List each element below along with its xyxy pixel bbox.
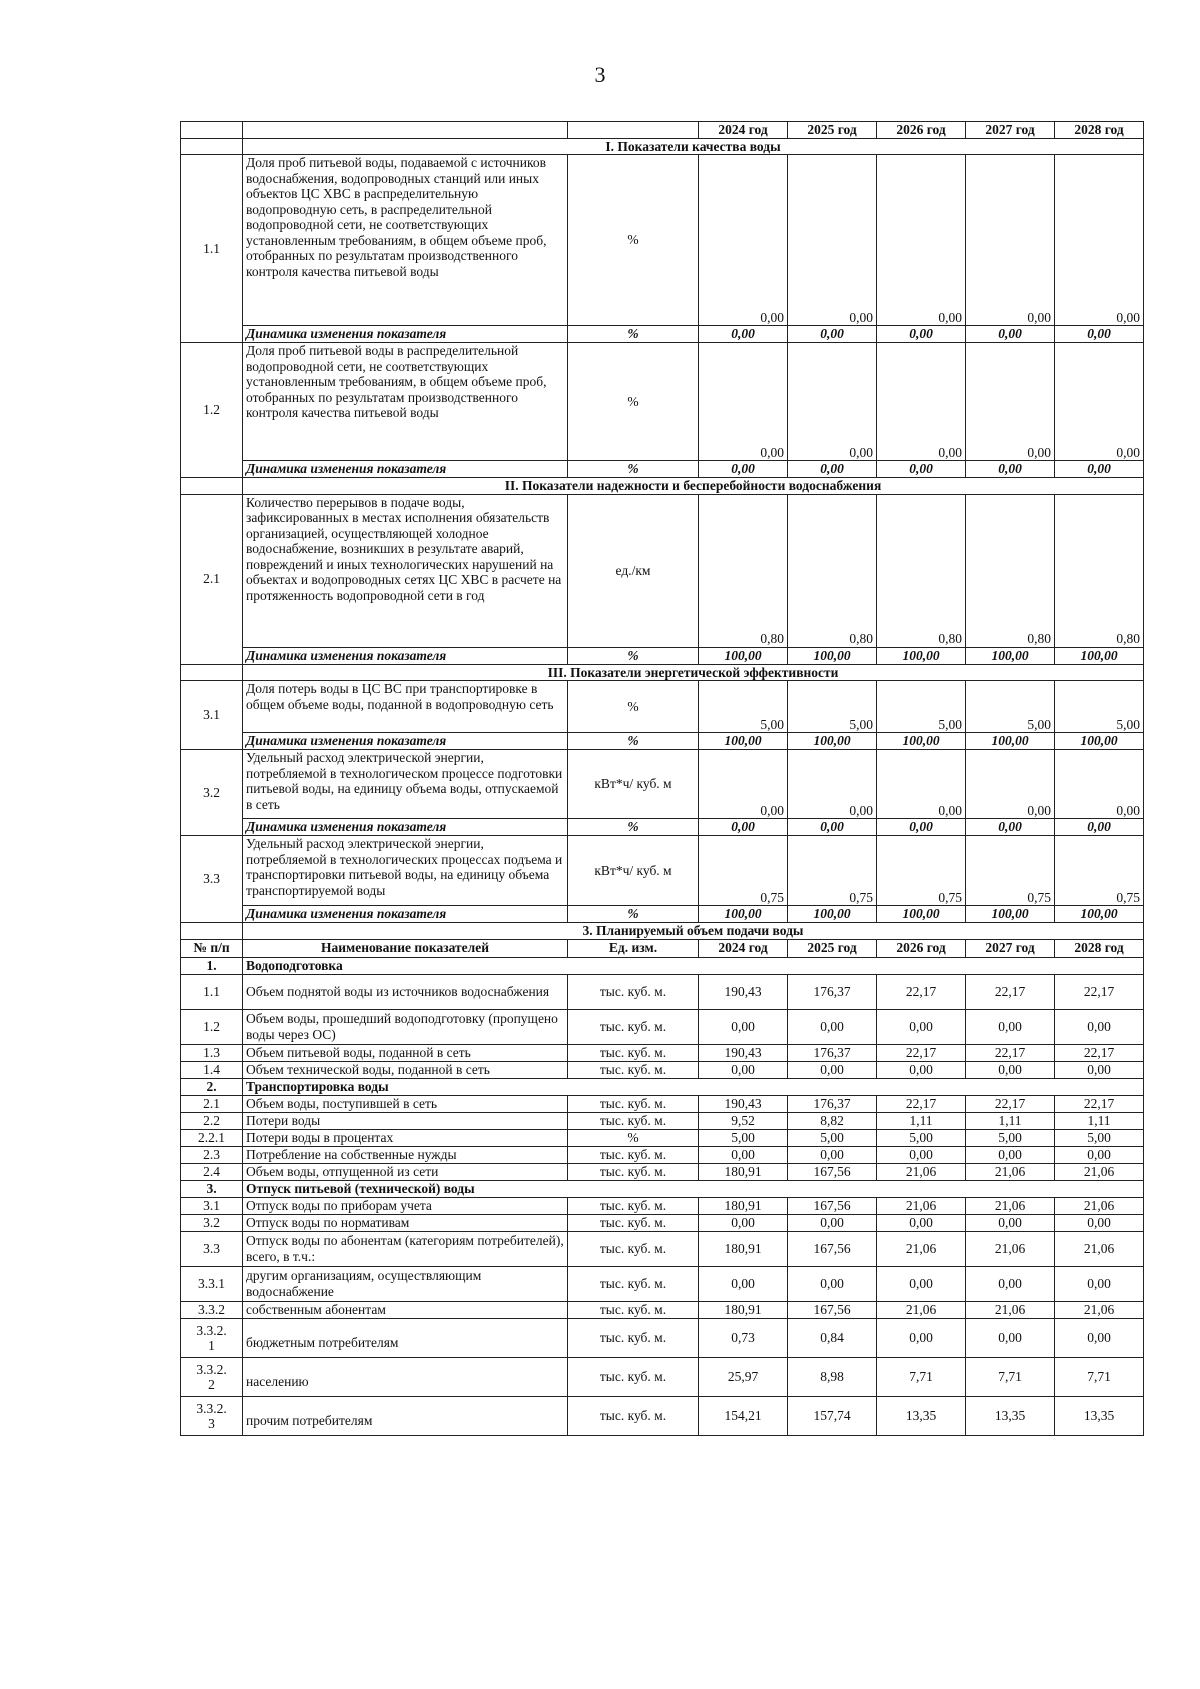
supply-row-number: 1.1 [181,974,243,1009]
supply-row-value: 180,91 [699,1163,788,1180]
dynamics-value: 100,00 [699,906,788,923]
indicator-value: 0,00 [877,155,966,326]
indicator-value: 0,80 [788,494,877,647]
supply-row-unit: тыс. куб. м. [568,1396,699,1435]
indicator-value: 0,00 [966,750,1055,819]
dynamics-unit: % [568,647,699,664]
supply-row-value: 0,00 [877,1318,966,1357]
supply-row-number: 1.4 [181,1061,243,1078]
supply-row-value: 167,56 [788,1197,877,1214]
supply-row-value: 22,17 [877,1044,966,1061]
supply-row [181,1301,1144,1318]
supply-row-value: 180,91 [699,1197,788,1214]
indicator-value: 5,00 [966,681,1055,733]
supply-row-number: 2.3 [181,1146,243,1163]
indicator-unit: кВт*ч/ куб. м [568,836,699,906]
group-number: 1. [181,957,243,974]
group-title: Отпуск питьевой (технической) воды [243,1180,1144,1197]
col-header-year: 2024 год [699,939,788,957]
indicator-number: 2.1 [181,494,243,664]
supply-row-value: 0,00 [966,1318,1055,1357]
dynamics-label: Динамика изменения показателя [243,906,568,923]
section-energy [181,664,1144,681]
supply-row-value: 13,35 [877,1396,966,1435]
supply-row-value: 7,71 [877,1357,966,1396]
supply-row [181,1396,1144,1435]
section-blank [181,478,243,495]
page-number: 3 [594,62,606,87]
supply-row-unit: тыс. куб. м. [568,1146,699,1163]
dynamics-row [181,647,1144,664]
supply-row-value: 157,74 [788,1396,877,1435]
dynamics-row [181,461,1144,478]
supply-row-value: 21,06 [1055,1163,1144,1180]
section-title: II. Показатели надежности и бесперебойности водоснабжения [243,478,1144,495]
dynamics-value: 0,00 [788,326,877,343]
supply-row-name: Объем поднятой воды из источников водоснабжения [243,974,568,1009]
dynamics-unit: % [568,819,699,836]
indicator-number: 1.2 [181,343,243,478]
supply-row-value: 22,17 [966,974,1055,1009]
dynamics-label: Динамика изменения показателя [243,819,568,836]
supply-row-number: 3.3 [181,1231,243,1266]
dynamics-row [181,819,1144,836]
section-quality [181,138,1144,155]
supply-row-value: 21,06 [877,1197,966,1214]
supply-row-value: 21,06 [1055,1197,1144,1214]
supply-row-name: Отпуск воды по нормативам [243,1214,568,1231]
supply-row-value: 13,35 [1055,1396,1144,1435]
supply-row-value: 0,00 [966,1266,1055,1301]
supply-row-value: 167,56 [788,1231,877,1266]
supply-row-unit: тыс. куб. м. [568,1095,699,1112]
supply-row-unit: тыс. куб. м. [568,1044,699,1061]
indicator-value: 0,00 [1055,750,1144,819]
supply-row-number: 2.1 [181,1095,243,1112]
dynamics-unit: % [568,906,699,923]
indicator-name: Доля потерь воды в ЦС ВС при транспортировке в общем объеме воды, поданной в водопроводную сеть [243,681,568,733]
supply-row-value: 0,00 [1055,1266,1144,1301]
supply-row-name: бюджетным потребителям [243,1318,568,1357]
supply-row-name: Объем воды, поступившей в сеть [243,1095,568,1112]
supply-row-value: 0,00 [877,1009,966,1044]
supply-row-unit: тыс. куб. м. [568,1197,699,1214]
supply-row-value: 0,00 [966,1214,1055,1231]
supply-row [181,1318,1144,1357]
dynamics-unit: % [568,733,699,750]
indicators-table [180,121,1144,1436]
supply-row-value: 0,00 [966,1146,1055,1163]
indicator-row [181,494,1144,647]
supply-row-value: 7,71 [1055,1357,1144,1396]
dynamics-value: 100,00 [788,906,877,923]
supply-row-value: 190,43 [699,1044,788,1061]
dynamics-value: 0,00 [699,819,788,836]
indicator-unit: кВт*ч/ куб. м [568,750,699,819]
dynamics-value: 100,00 [966,647,1055,664]
supply-row [181,1044,1144,1061]
dynamics-value: 0,00 [699,461,788,478]
supply-row-unit: тыс. куб. м. [568,974,699,1009]
section-blank [181,138,243,155]
header-blank-num [181,122,243,139]
supply-row-name: Потери воды [243,1112,568,1129]
supply-row-value: 21,06 [966,1163,1055,1180]
supply-row-value: 5,00 [699,1129,788,1146]
dynamics-value: 100,00 [966,733,1055,750]
supply-row-value: 176,37 [788,1095,877,1112]
dynamics-value: 0,00 [966,819,1055,836]
indicator-value: 0,00 [788,343,877,461]
supply-row-value: 0,00 [788,1009,877,1044]
supply-header-row [181,939,1144,957]
supply-row-value: 21,06 [877,1301,966,1318]
group-title: Транспортировка воды [243,1078,1144,1095]
supply-row-number: 3.3.2. 2 [181,1357,243,1396]
indicator-value: 0,75 [1055,836,1144,906]
indicator-row [181,343,1144,461]
col-header-year: 2026 год [877,939,966,957]
supply-row-value: 180,91 [699,1231,788,1266]
supply-row-unit: тыс. куб. м. [568,1357,699,1396]
indicator-value: 0,00 [1055,155,1144,326]
year-header-cell: 2027 год [966,122,1055,139]
indicator-number: 1.1 [181,155,243,343]
supply-row-value: 0,00 [877,1214,966,1231]
dynamics-row [181,906,1144,923]
supply-row-value: 22,17 [1055,1095,1144,1112]
supply-row-name: Объем воды, прошедший водоподготовку (пропущено воды через ОС) [243,1009,568,1044]
supply-row [181,1061,1144,1078]
section-supply [181,923,1144,940]
indicator-value: 0,00 [788,155,877,326]
indicator-row [181,681,1144,733]
supply-row-number: 2.4 [181,1163,243,1180]
col-header-unit: Ед. изм. [568,939,699,957]
supply-row-number: 2.2.1 [181,1129,243,1146]
dynamics-value: 100,00 [877,647,966,664]
group-row [181,1078,1144,1095]
indicator-value: 0,00 [699,155,788,326]
indicator-value: 5,00 [1055,681,1144,733]
supply-row-value: 21,06 [877,1231,966,1266]
supply-row-value: 7,71 [966,1357,1055,1396]
supply-row [181,1231,1144,1266]
dynamics-row [181,326,1144,343]
indicator-name: Доля проб питьевой воды в распределительной водопроводной сети, не соответствующих установленным требованиям, в общем объеме проб, отобранных по результатам производственного контроля качества питьевой воды [243,343,568,461]
dynamics-value: 0,00 [1055,461,1144,478]
header-blank-name [243,122,568,139]
supply-row-value: 0,00 [1055,1009,1144,1044]
supply-row-value: 0,00 [699,1061,788,1078]
indicator-value: 5,00 [877,681,966,733]
supply-row-name: Объем воды, отпущенной из сети [243,1163,568,1180]
supply-row-value: 21,06 [1055,1301,1144,1318]
indicator-value: 0,00 [966,343,1055,461]
dynamics-value: 0,00 [1055,819,1144,836]
supply-row-name: собственным абонентам [243,1301,568,1318]
supply-row-value: 176,37 [788,1044,877,1061]
supply-row-value: 22,17 [966,1044,1055,1061]
supply-row-value: 0,00 [699,1009,788,1044]
supply-row-value: 21,06 [877,1163,966,1180]
supply-row-name: прочим потребителям [243,1396,568,1435]
supply-row-name: Потребление на собственные нужды [243,1146,568,1163]
supply-row-value: 0,00 [788,1214,877,1231]
supply-row-value: 21,06 [966,1301,1055,1318]
indicator-value: 5,00 [788,681,877,733]
supply-row-value: 21,06 [1055,1231,1144,1266]
supply-row-value: 22,17 [1055,974,1144,1009]
col-header-year: 2027 год [966,939,1055,957]
dynamics-value: 100,00 [877,906,966,923]
supply-row-value: 0,00 [877,1061,966,1078]
supply-row-value: 0,00 [788,1146,877,1163]
dynamics-value: 100,00 [699,733,788,750]
supply-row-value: 154,21 [699,1396,788,1435]
indicator-row [181,155,1144,326]
supply-row-unit: тыс. куб. м. [568,1163,699,1180]
year-header-row [181,122,1144,139]
indicator-unit: % [568,155,699,326]
supply-row-unit: тыс. куб. м. [568,1318,699,1357]
indicator-value: 0,00 [699,750,788,819]
supply-row-value: 21,06 [966,1231,1055,1266]
supply-row-value: 0,00 [877,1146,966,1163]
supply-row-value: 0,00 [699,1146,788,1163]
indicator-value: 0,00 [877,750,966,819]
indicator-number: 3.1 [181,681,243,750]
indicator-value: 0,80 [966,494,1055,647]
year-header-cell: 2026 год [877,122,966,139]
supply-row-value: 0,00 [1055,1061,1144,1078]
indicator-name: Удельный расход электрической энергии, потребляемой в технологическом процессе подготовки питьевой воды, на единицу объема воды, отпускаемой в сеть [243,750,568,819]
supply-row-name: Отпуск воды по приборам учета [243,1197,568,1214]
dynamics-value: 100,00 [877,733,966,750]
supply-row-value: 167,56 [788,1301,877,1318]
dynamics-label: Динамика изменения показателя [243,733,568,750]
group-row [181,1180,1144,1197]
supply-row [181,974,1144,1009]
supply-row-value: 190,43 [699,974,788,1009]
indicator-value: 0,00 [966,155,1055,326]
dynamics-value: 0,00 [877,819,966,836]
supply-row-name: Потери воды в процентах [243,1129,568,1146]
dynamics-value: 0,00 [788,819,877,836]
dynamics-value: 0,00 [699,326,788,343]
supply-row [181,1163,1144,1180]
supply-row-value: 0,00 [788,1266,877,1301]
section-blank [181,664,243,681]
dynamics-value: 0,00 [966,461,1055,478]
indicator-value: 0,80 [699,494,788,647]
supply-row-value: 0,00 [1055,1214,1144,1231]
supply-row-value: 1,11 [877,1112,966,1129]
supply-row-value: 22,17 [1055,1044,1144,1061]
dynamics-row [181,733,1144,750]
year-header-cell: 2028 год [1055,122,1144,139]
indicator-row [181,836,1144,906]
dynamics-value: 100,00 [699,647,788,664]
supply-row [181,1266,1144,1301]
indicator-number: 3.2 [181,750,243,836]
supply-row-value: 1,11 [1055,1112,1144,1129]
supply-row-value: 0,84 [788,1318,877,1357]
supply-row [181,1357,1144,1396]
supply-row-value: 9,52 [699,1112,788,1129]
indicator-number: 3.3 [181,836,243,923]
dynamics-value: 0,00 [877,461,966,478]
group-title: Водоподготовка [243,957,1144,974]
supply-row-value: 180,91 [699,1301,788,1318]
supply-row-value: 0,73 [699,1318,788,1357]
supply-row-value: 5,00 [1055,1129,1144,1146]
dynamics-value: 0,00 [788,461,877,478]
supply-row-value: 0,00 [699,1214,788,1231]
indicator-row [181,750,1144,819]
supply-row-value: 1,11 [966,1112,1055,1129]
supply-row [181,1146,1144,1163]
supply-row-value: 176,37 [788,974,877,1009]
dynamics-label: Динамика изменения показателя [243,647,568,664]
supply-row-number: 3.1 [181,1197,243,1214]
col-header-name: Наименование показателей [243,939,568,957]
indicator-value: 0,75 [966,836,1055,906]
supply-row-unit: % [568,1129,699,1146]
dynamics-value: 100,00 [788,647,877,664]
indicator-unit: % [568,681,699,733]
indicator-name: Доля проб питьевой воды, подаваемой с источников водоснабжения, водопроводных станций или иных объектов ЦС ХВС в распределительную водопроводную сеть, в распределительной водопроводной сети, не соответствующих установленным требованиям, в общем объеме проб, отобранных по результатам производственного контроля качества питьевой воды [243,155,568,326]
supply-row-number: 3.3.1 [181,1266,243,1301]
supply-row-value: 0,00 [966,1009,1055,1044]
dynamics-value: 100,00 [788,733,877,750]
supply-row-value: 0,00 [877,1266,966,1301]
supply-row-value: 5,00 [966,1129,1055,1146]
dynamics-value: 100,00 [1055,733,1144,750]
dynamics-value: 100,00 [1055,906,1144,923]
supply-row-value: 5,00 [788,1129,877,1146]
group-number: 2. [181,1078,243,1095]
indicator-value: 0,75 [699,836,788,906]
supply-row [181,1214,1144,1231]
supply-row-value: 0,00 [1055,1146,1144,1163]
supply-row-unit: тыс. куб. м. [568,1301,699,1318]
indicator-unit: % [568,343,699,461]
dynamics-unit: % [568,461,699,478]
group-number: 3. [181,1180,243,1197]
supply-row-number: 1.2 [181,1009,243,1044]
supply-row-value: 22,17 [877,974,966,1009]
supply-row-name: населению [243,1357,568,1396]
indicator-value: 5,00 [699,681,788,733]
supply-row [181,1009,1144,1044]
supply-row-value: 22,17 [877,1095,966,1112]
supply-row-name: Объем технической воды, поданной в сеть [243,1061,568,1078]
header-blank-unit [568,122,699,139]
supply-row-number: 3.2 [181,1214,243,1231]
dynamics-label: Динамика изменения показателя [243,461,568,478]
dynamics-value: 100,00 [1055,647,1144,664]
supply-row-value: 0,00 [788,1061,877,1078]
dynamics-unit: % [568,326,699,343]
supply-row-value: 22,17 [966,1095,1055,1112]
section-reliability [181,478,1144,495]
section-title: I. Показатели качества воды [243,138,1144,155]
supply-row [181,1129,1144,1146]
dynamics-value: 0,00 [966,326,1055,343]
supply-row-unit: тыс. куб. м. [568,1061,699,1078]
year-header-cell: 2024 год [699,122,788,139]
indicator-unit: ед./км [568,494,699,647]
supply-row [181,1095,1144,1112]
indicator-value: 0,00 [788,750,877,819]
supply-row-value: 167,56 [788,1163,877,1180]
year-header-cell: 2025 год [788,122,877,139]
supply-row-value: 25,97 [699,1357,788,1396]
supply-row-unit: тыс. куб. м. [568,1009,699,1044]
supply-row-value: 0,00 [1055,1318,1144,1357]
section-title: 3. Планируемый объем подачи воды [243,923,1144,940]
indicator-value: 0,00 [877,343,966,461]
section-blank [181,923,243,940]
indicator-value: 0,00 [699,343,788,461]
supply-row-unit: тыс. куб. м. [568,1112,699,1129]
dynamics-label: Динамика изменения показателя [243,326,568,343]
supply-row-number: 1.3 [181,1044,243,1061]
supply-row-value: 0,00 [966,1061,1055,1078]
col-header-year: 2025 год [788,939,877,957]
supply-row-name: другим организациям, осуществляющим водоснабжение [243,1266,568,1301]
supply-row-unit: тыс. куб. м. [568,1214,699,1231]
indicator-name: Удельный расход электрической энергии, потребляемой в технологических процессах подъема и транспортировки питьевой воды, на единицу объема транспортируемой воды [243,836,568,906]
supply-row-value: 8,82 [788,1112,877,1129]
supply-row-number: 2.2 [181,1112,243,1129]
supply-row-name: Отпуск воды по абонентам (категориям потребителей), всего, в т.ч.: [243,1231,568,1266]
group-row [181,957,1144,974]
supply-row-unit: тыс. куб. м. [568,1266,699,1301]
indicator-name: Количество перерывов в подаче воды, зафиксированных в местах исполнения обязательств организацией, осуществляющей холодное водоснабжение, возникших в результате аварий, повреждений и иных технологических нарушений на объектах и водопроводных сетях ЦС ХВС в расчете на протяженность водопроводной сети в год [243,494,568,647]
indicator-value: 0,80 [1055,494,1144,647]
indicator-value: 0,75 [788,836,877,906]
supply-row-value: 8,98 [788,1357,877,1396]
supply-row-value: 190,43 [699,1095,788,1112]
supply-row-value: 21,06 [966,1197,1055,1214]
supply-row [181,1197,1144,1214]
indicator-value: 0,75 [877,836,966,906]
supply-row-value: 13,35 [966,1396,1055,1435]
supply-row [181,1112,1144,1129]
col-header-year: 2028 год [1055,939,1144,957]
section-title: III. Показатели энергетической эффективности [243,664,1144,681]
col-header-num: № п/п [181,939,243,957]
supply-row-number: 3.3.2. 1 [181,1318,243,1357]
dynamics-value: 0,00 [1055,326,1144,343]
supply-row-value: 0,00 [699,1266,788,1301]
supply-row-unit: тыс. куб. м. [568,1231,699,1266]
indicator-value: 0,80 [877,494,966,647]
indicator-value: 0,00 [1055,343,1144,461]
supply-row-number: 3.3.2 [181,1301,243,1318]
dynamics-value: 100,00 [966,906,1055,923]
supply-row-name: Объем питьевой воды, поданной в сеть [243,1044,568,1061]
dynamics-value: 0,00 [877,326,966,343]
supply-row-value: 5,00 [877,1129,966,1146]
supply-row-number: 3.3.2. 3 [181,1396,243,1435]
